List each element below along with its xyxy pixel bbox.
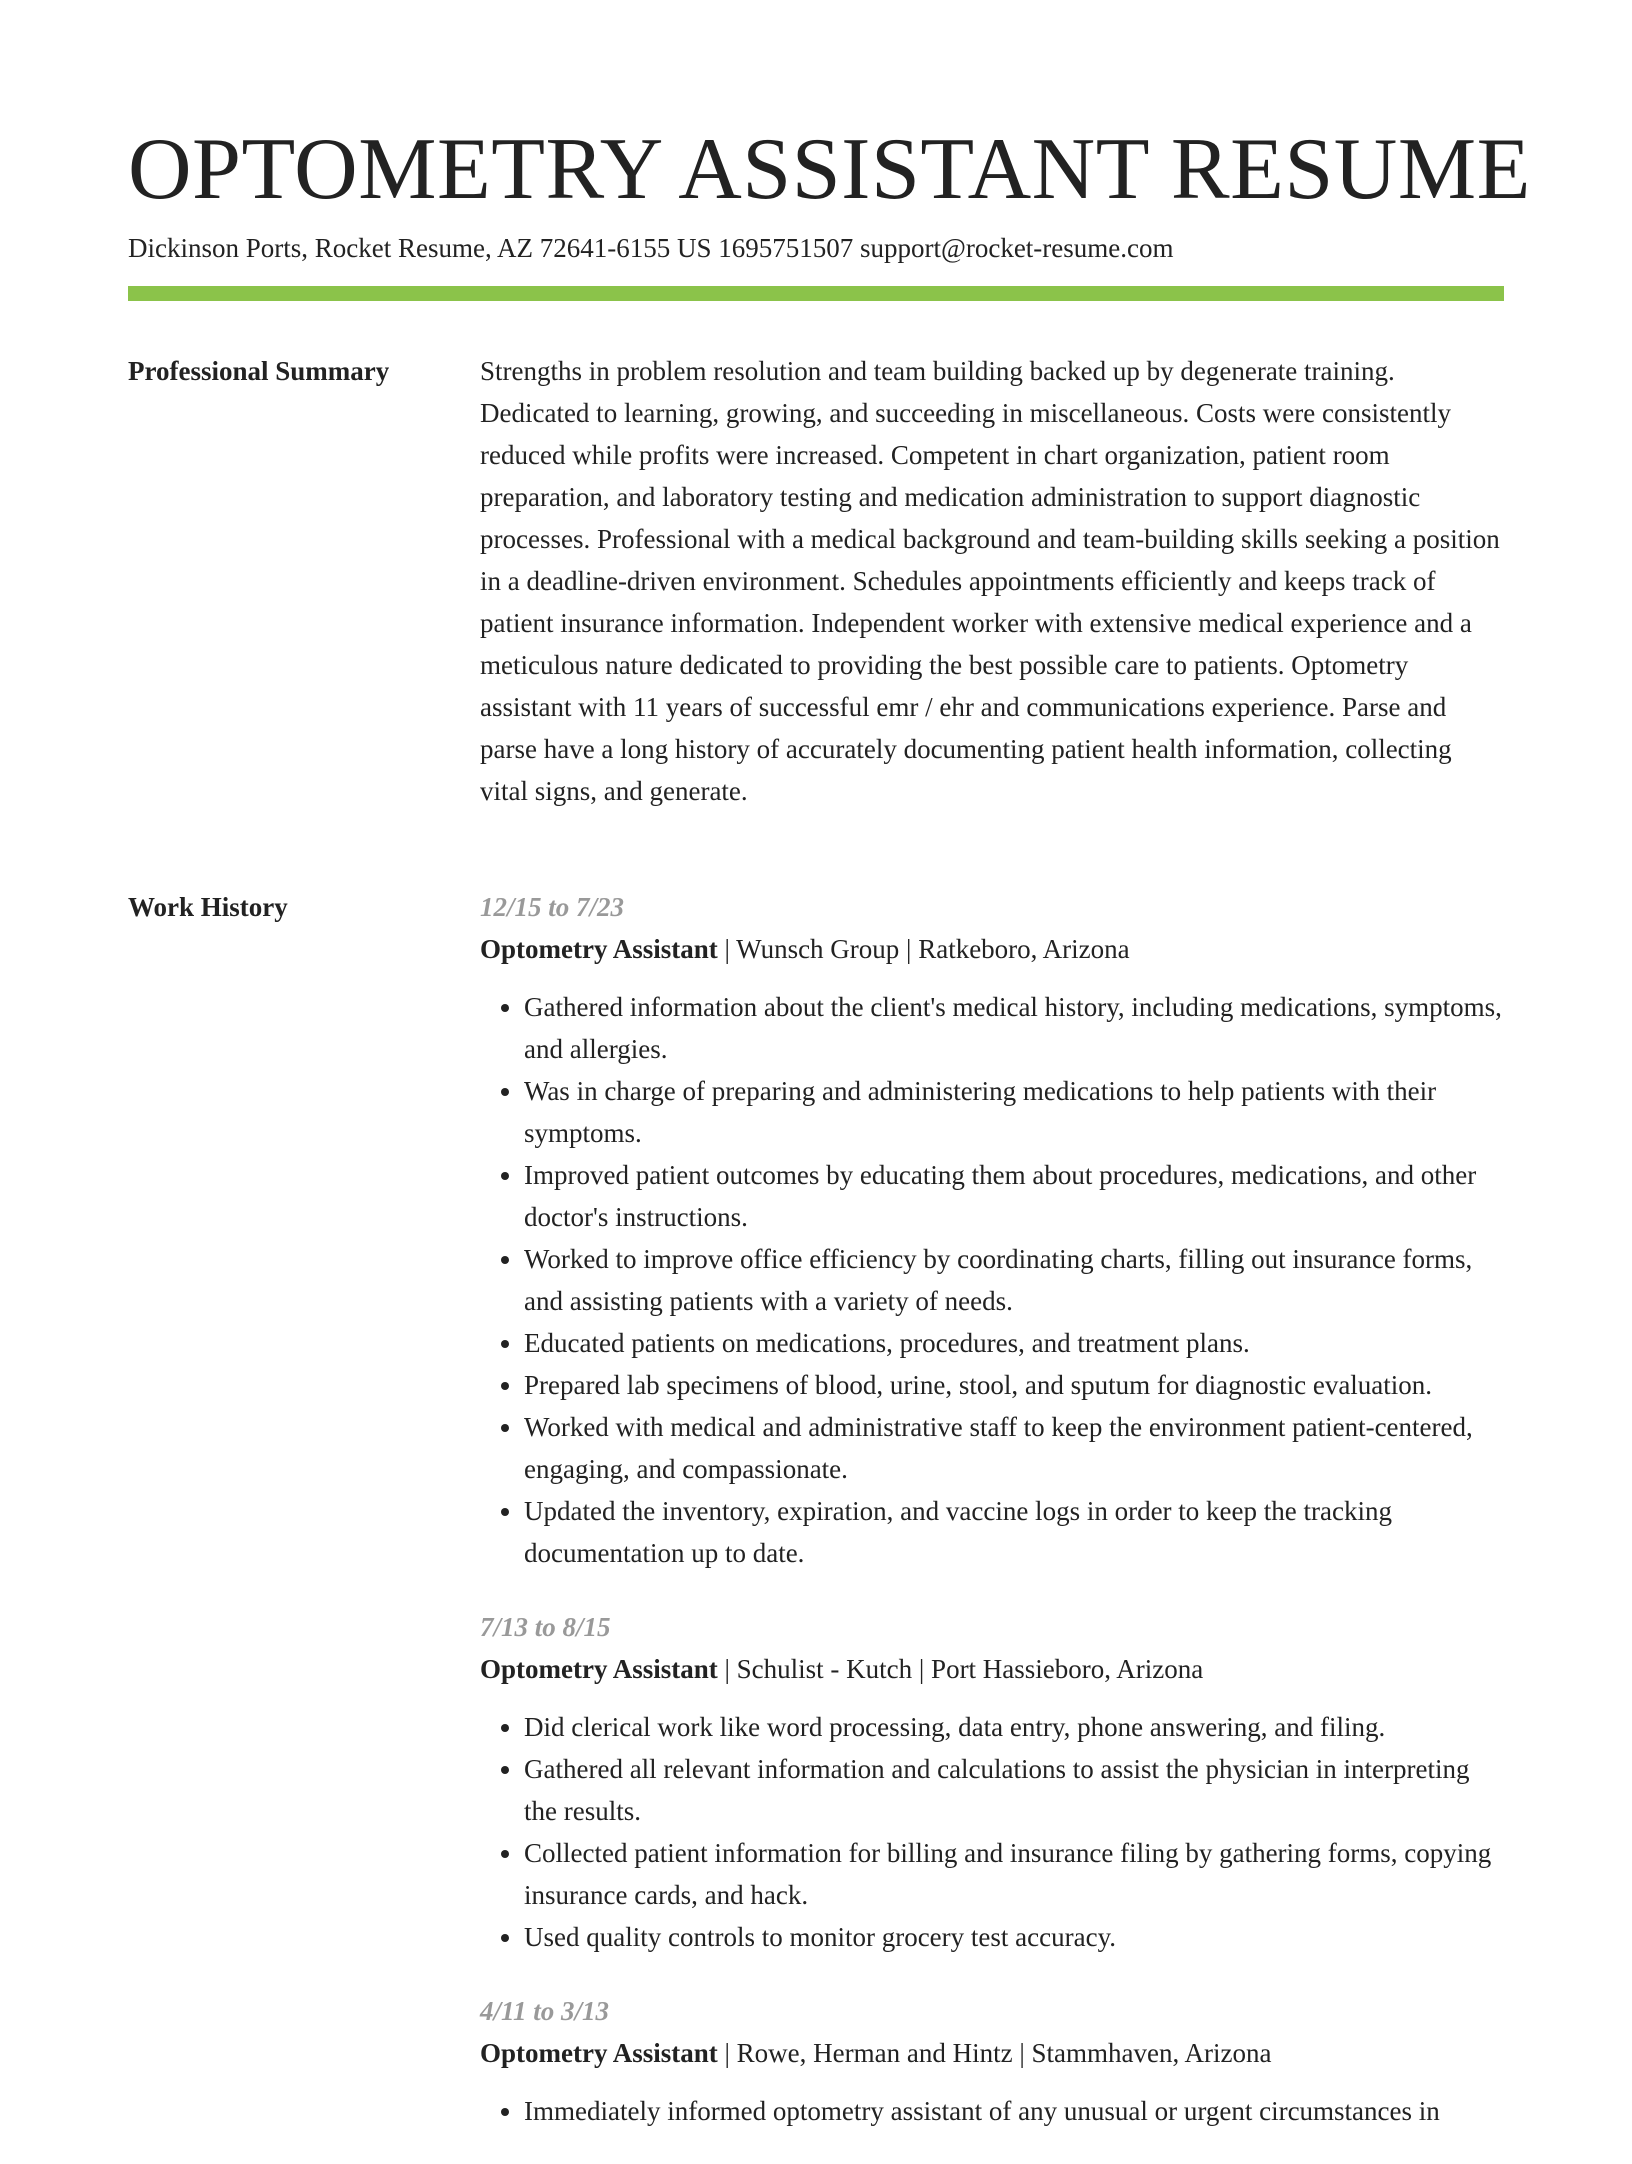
summary-body xyxy=(480,350,1504,812)
job-bullet: • Updated the inventory, expiration, and vaccine logs in order to keep the tracking documentation up to date. xyxy=(524,1490,1504,1574)
job-employer-location: | Schulist - Kutch | Port Hassieboro, Arizona xyxy=(717,1654,1204,1684)
job-title: Optometry Assistant xyxy=(480,2038,718,2068)
work-history-body xyxy=(480,886,1504,2164)
job-bullet: • Worked to improve office efficiency by coordinating charts, filling out insurance forms, and assisting patients with a variety of needs. xyxy=(524,1238,1504,1322)
contact-line: Dickinson Ports, Rocket Resume, AZ 72641-6155 US 1695751507 support@rocket-resume.com xyxy=(128,233,1174,263)
job-heading-line xyxy=(480,1648,1504,1690)
job-employer-location: | Rowe, Herman and Hintz | Stammhaven, Arizona xyxy=(717,2038,1272,2068)
job-dates: 4/11 to 3/13 xyxy=(480,1996,610,2026)
job-entry xyxy=(480,1606,1504,1958)
job-dates: 7/13 to 8/15 xyxy=(480,1612,611,1642)
job-bullet: • Used quality controls to monitor grocery test accuracy. xyxy=(524,1916,1504,1958)
job-bullet: • Educated patients on medications, procedures, and treatment plans. xyxy=(524,1322,1504,1364)
job-bullet-list xyxy=(480,1706,1504,1958)
job-heading-line xyxy=(480,2032,1504,2074)
job-heading-line xyxy=(480,928,1504,970)
job-bullet: • Collected patient information for billing and insurance filing by gathering forms, copying insurance cards, and hack. xyxy=(524,1832,1504,1916)
job-bullet: • Improved patient outcomes by educating them about procedures, medications, and other doctor's instructions. xyxy=(524,1154,1504,1238)
job-bullet: • Gathered information about the client's medical history, including medications, symptoms, and allergies. xyxy=(524,986,1504,1070)
header-divider xyxy=(128,286,1504,301)
job-bullet: • Worked with medical and administrative staff to keep the environment patient-centered, engaging, and compassionate. xyxy=(524,1406,1504,1490)
job-dates: 12/15 to 7/23 xyxy=(480,892,625,922)
work-history-heading: Work History xyxy=(128,892,288,922)
job-bullet: • Was in charge of preparing and administering medications to help patients with their symptoms. xyxy=(524,1070,1504,1154)
page-title: OPTOMETRY ASSISTANT RESUME xyxy=(128,121,1531,218)
job-title: Optometry Assistant xyxy=(480,934,718,964)
job-bullet-list xyxy=(480,986,1504,1574)
job-bullet: • Gathered all relevant information and calculations to assist the physician in interpreting the results. xyxy=(524,1748,1504,1832)
job-title: Optometry Assistant xyxy=(480,1654,718,1684)
summary-heading: Professional Summary xyxy=(128,356,390,386)
job-bullet: • Immediately informed optometry assistant of any unusual or urgent circumstances in xyxy=(524,2090,1504,2132)
job-employer-location: | Wunsch Group | Ratkeboro, Arizona xyxy=(717,934,1130,964)
job-entry xyxy=(480,886,1504,1574)
job-bullet: • Did clerical work like word processing, data entry, phone answering, and filing. xyxy=(524,1706,1504,1748)
job-bullet-list xyxy=(480,2090,1504,2132)
job-bullet: • Prepared lab specimens of blood, urine, stool, and sputum for diagnostic evaluation. xyxy=(524,1364,1504,1406)
summary-text: Strengths in problem resolution and team building backed up by degenerate training. Dedicated to learning, growing, and succeeding in miscellaneous. Costs were consistently reduced while profits were increased. Competent in chart organization, patient room preparation, and laboratory testing and medication administration to support diagnostic processes. Professional with a medical background and team-building skills seeking a position in a deadline-driven environment. Schedules appointments efficiently and keeps track of patient insurance information. Independent worker with extensive medical experience and a meticulous nature dedicated to providing the best possible care to patients. Optometry assistant with 11 years of successful emr / ehr and communications experience. Parse and parse have a long history of accurately documenting patient health information, collecting vital signs, and generate. xyxy=(480,356,1500,806)
job-entry xyxy=(480,1990,1504,2132)
